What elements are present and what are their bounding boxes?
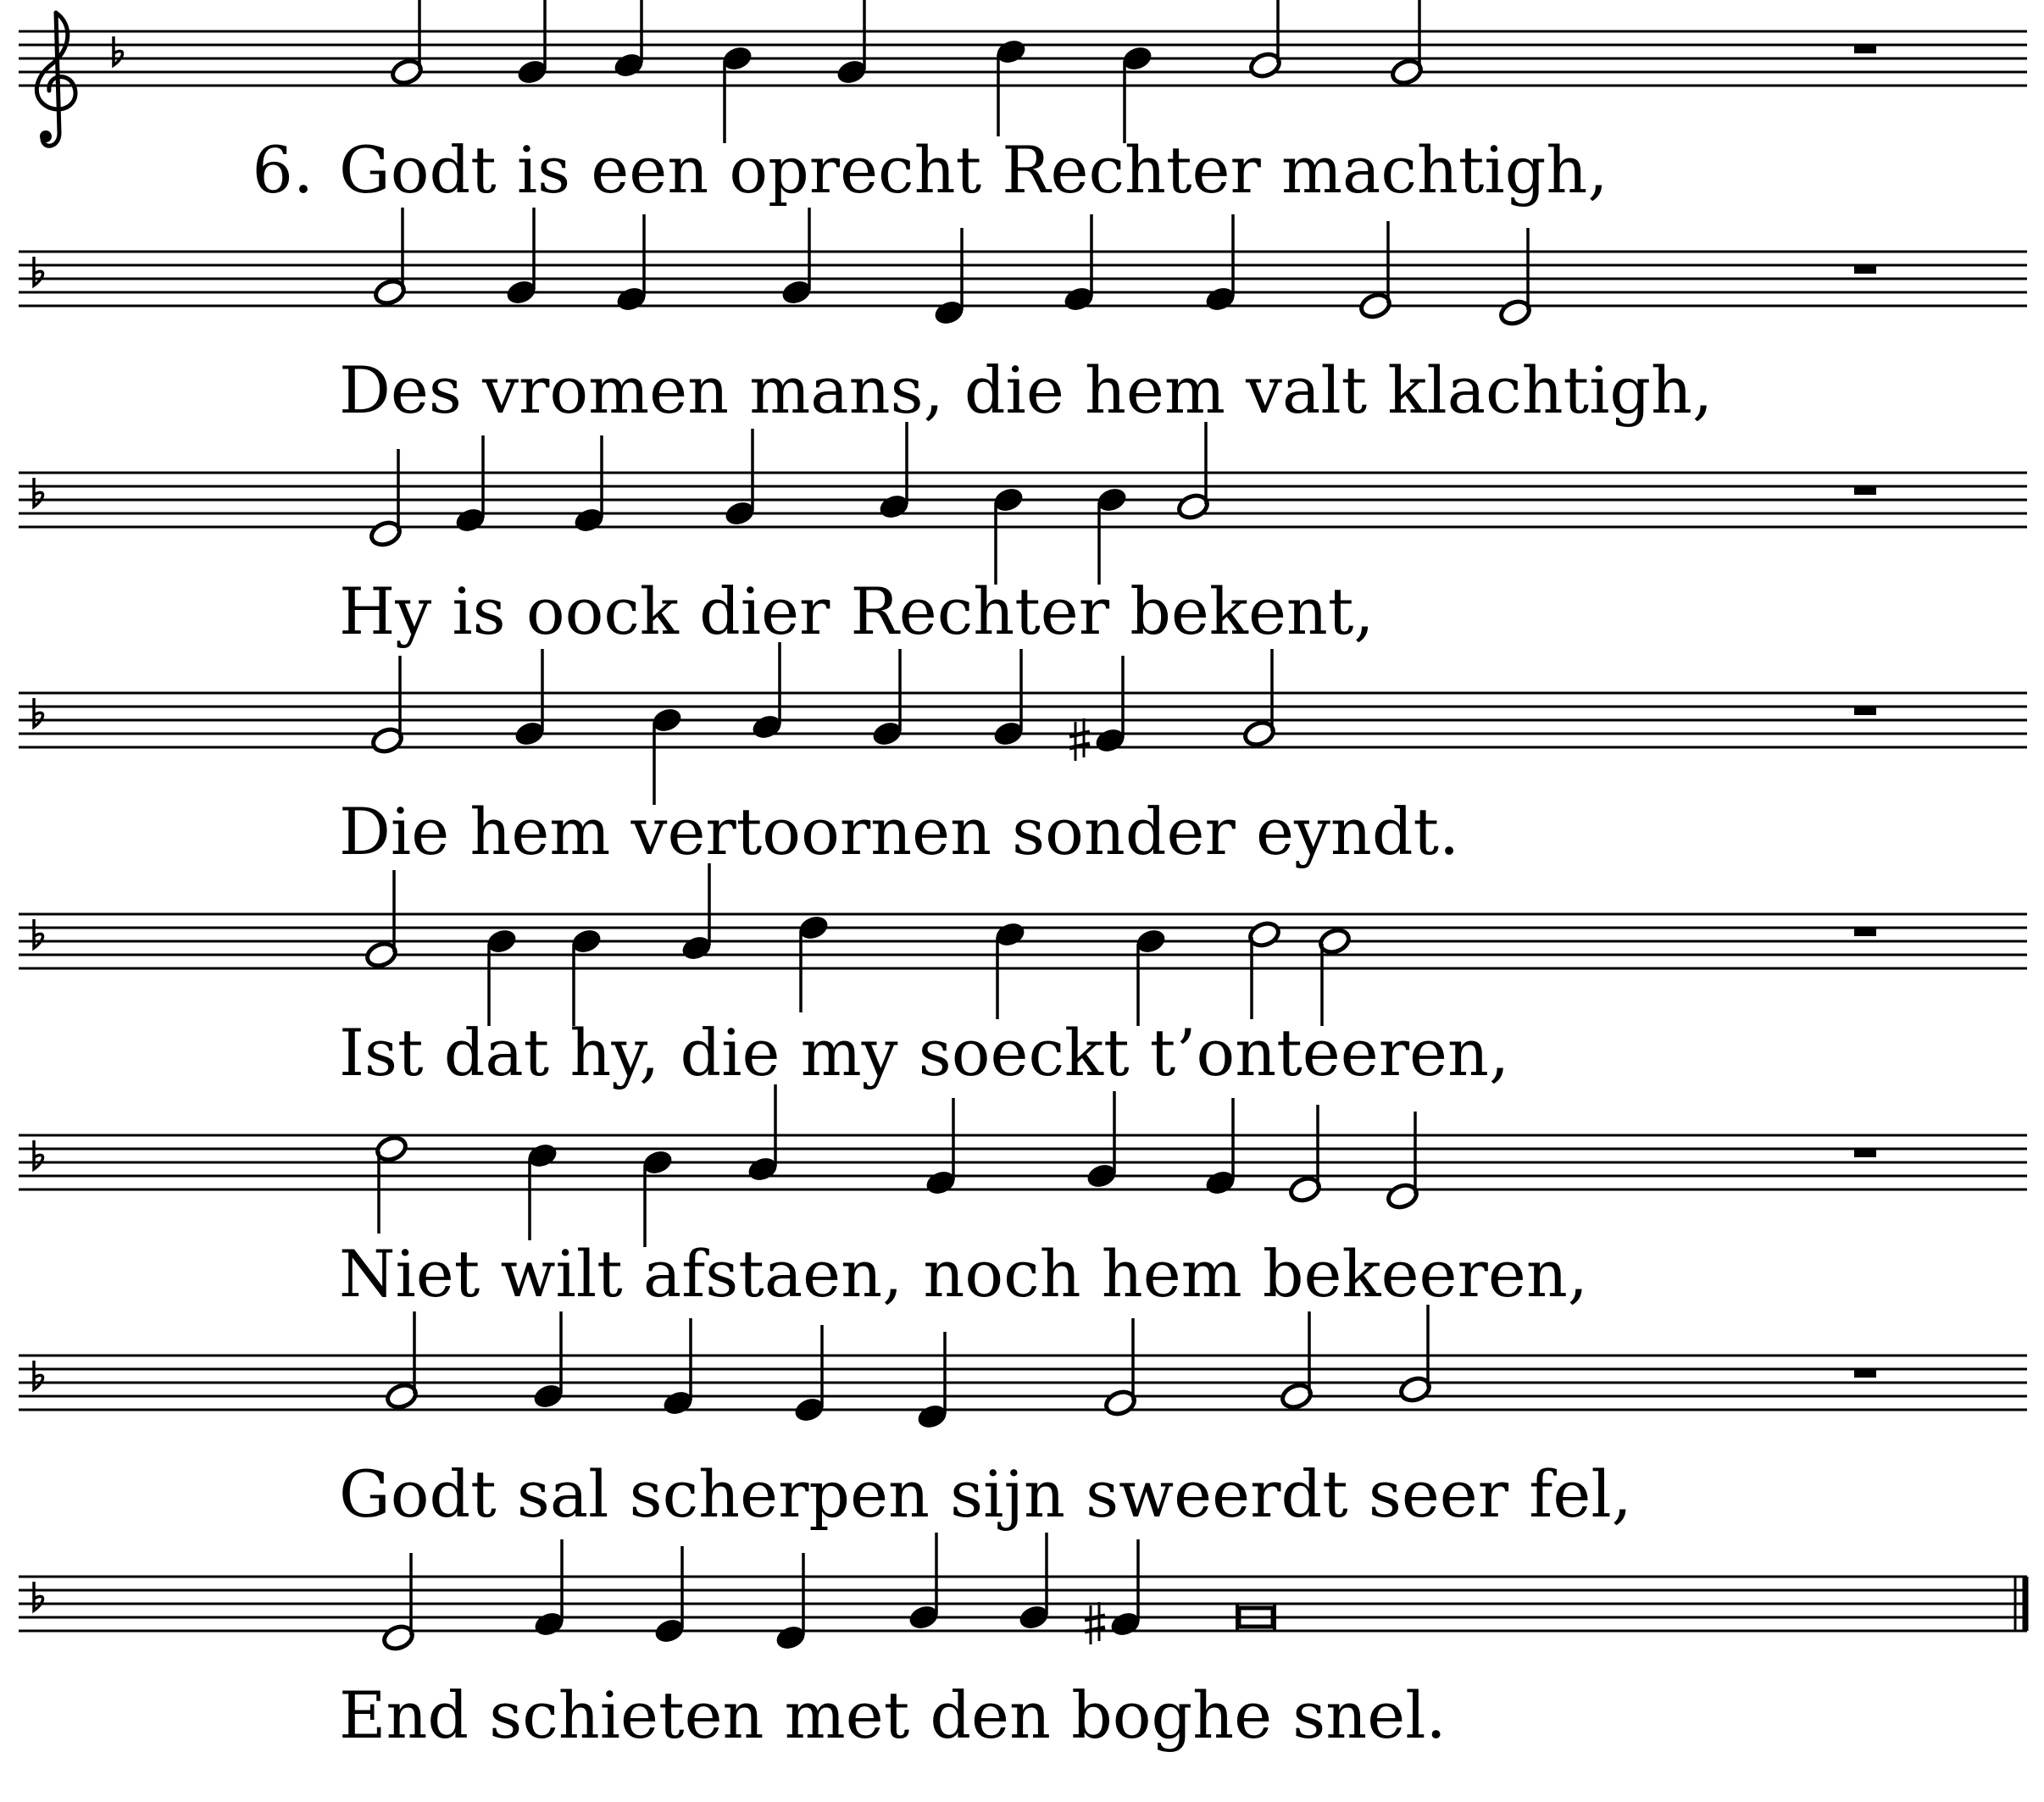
key-signature-flat-icon [34, 1582, 43, 1611]
note [991, 649, 1026, 748]
treble-clef-icon [36, 13, 75, 146]
note [515, 0, 550, 86]
lyric-line: End schieten met den boghe snel. [339, 1677, 1447, 1753]
staff-5 [19, 863, 2027, 1090]
key-signature-flat-icon [34, 698, 43, 727]
note [385, 1311, 419, 1411]
note [991, 485, 1026, 585]
staff-3 [19, 422, 2027, 649]
note [1017, 1533, 1052, 1632]
lyric-line: Die hem vertoornen sonder eyndt. [339, 794, 1460, 869]
note [1288, 1105, 1323, 1204]
note [1095, 485, 1130, 585]
note [569, 927, 604, 1026]
rest [1854, 265, 1876, 274]
staff-4 [19, 642, 2027, 869]
staff-1 [19, 0, 2027, 208]
note [1134, 927, 1169, 1026]
note [364, 870, 399, 969]
note [907, 1533, 941, 1632]
rest [1854, 1149, 1876, 1157]
note [390, 0, 425, 86]
note [797, 913, 831, 1012]
lyric-line: Godt is een oprecht Rechter machtigh, [339, 132, 1608, 208]
note [1390, 0, 1425, 86]
note [1085, 1539, 1142, 1644]
verse-number: 6. [252, 132, 314, 208]
note [504, 208, 539, 307]
rest [1854, 928, 1876, 936]
note [1085, 1091, 1119, 1190]
staff-6 [19, 1084, 2027, 1311]
note [1242, 649, 1277, 748]
note [1069, 656, 1127, 761]
note [531, 1311, 566, 1411]
note [1248, 0, 1283, 80]
key-signature-flat-icon [114, 36, 123, 65]
lyric-line: Ist dat hy, die my soeckt t’onteeren, [339, 1015, 1510, 1090]
sharp-accidental-icon [1069, 718, 1090, 761]
note [373, 208, 408, 307]
key-signature-flat-icon [34, 257, 43, 286]
key-signature-flat-icon [34, 1361, 43, 1389]
note [612, 0, 647, 80]
rest [1854, 45, 1876, 53]
staff-8 [19, 1533, 2027, 1753]
note [650, 706, 685, 805]
note [641, 1148, 675, 1247]
staff-7 [19, 1305, 2027, 1532]
note [1358, 221, 1393, 320]
rest [1854, 486, 1876, 495]
lyric-line: Godt sal scherpen sijn sweerdt seer fel, [339, 1456, 1632, 1532]
note [1280, 1311, 1314, 1411]
key-signature-flat-icon [34, 919, 43, 948]
note [485, 927, 519, 1026]
note [653, 1546, 687, 1645]
note [720, 44, 755, 143]
note [723, 429, 758, 528]
key-signature-flat-icon [34, 1140, 43, 1169]
rest [1854, 1369, 1876, 1378]
key-signature-flat-icon [34, 478, 43, 507]
staff-2 [19, 208, 2027, 428]
note [1318, 927, 1352, 1026]
note [870, 649, 905, 748]
note [792, 1325, 827, 1424]
note [513, 649, 547, 748]
note [1120, 44, 1155, 143]
note [835, 0, 869, 86]
note [375, 1134, 409, 1234]
sharp-accidental-icon [1085, 1602, 1105, 1644]
note [780, 208, 814, 307]
lyric-line: Des vromen mans, die hem valt klachtigh, [339, 352, 1714, 428]
rest [1854, 707, 1876, 715]
lyric-line: Hy is oock dier Rechter bekent, [339, 574, 1375, 649]
lyric-line: Niet wilt afstaen, noch hem bekeeren, [339, 1236, 1588, 1311]
